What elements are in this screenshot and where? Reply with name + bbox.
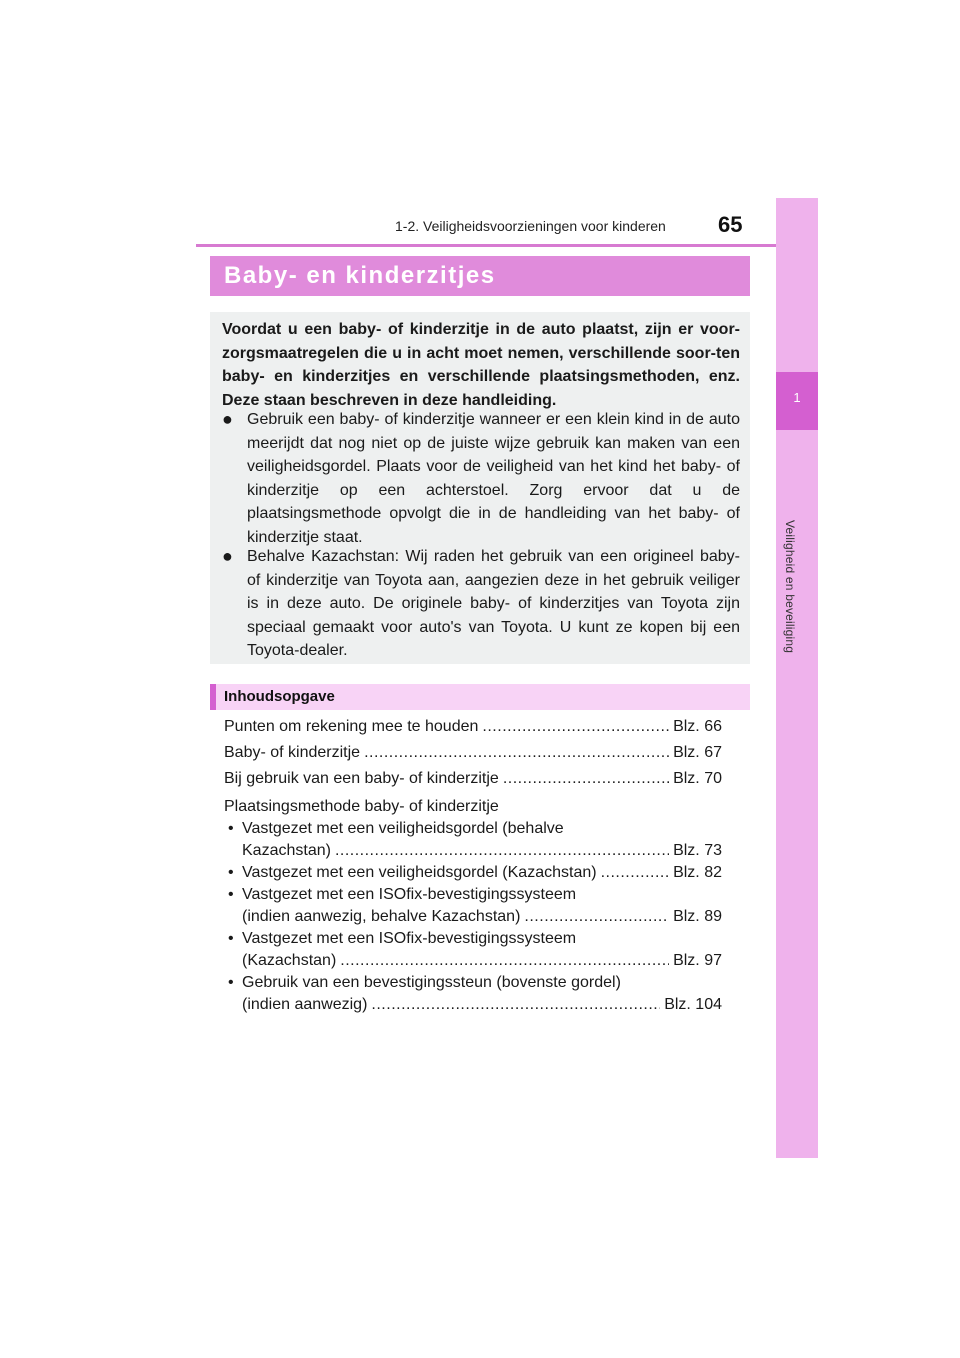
toc-entry-page: Blz. 89 — [673, 908, 722, 925]
toc-sub-entry-line: Gebruik van een bevestigingssteun (bovenste gordel) — [242, 974, 621, 991]
bullet-icon: ● — [222, 409, 233, 429]
toc-list — [224, 742, 722, 764]
toc-leader — [340, 950, 669, 972]
toc-leader — [601, 862, 670, 884]
toc-leader — [364, 742, 669, 764]
toc-sub-entry-line: (indien aanwezig) — [242, 996, 368, 1013]
section-title: Baby- en kinderzitjes — [224, 262, 496, 289]
toc-entry-page: Blz. 104 — [664, 996, 722, 1013]
toc-leader — [482, 716, 669, 738]
toc-leader — [371, 994, 660, 1016]
toc-sub-entry-line: (Kazachstan) — [242, 952, 337, 969]
toc-leader — [503, 768, 669, 790]
toc-entry-page: Blz. 73 — [673, 842, 722, 859]
toc-sub-entry[interactable] — [224, 818, 722, 862]
toc-sub-entry-line: Vastgezet met een ISOfix-bevestigingssysteem — [242, 930, 577, 947]
toc-leader — [524, 906, 669, 928]
chapter-number-tab: 1 — [776, 372, 818, 430]
toc-group-title: Plaatsingsmethode baby- of kinderzitje — [224, 798, 499, 815]
toc-group — [224, 796, 722, 1016]
toc-entry[interactable] — [224, 768, 722, 790]
toc-entry-text: Baby- of kinderzitje — [224, 744, 361, 761]
page-number: 65 — [718, 212, 743, 237]
toc-heading-bar — [210, 684, 750, 710]
intro-bullet-text: Behalve Kazachstan: Wij raden het gebruik van een origineel baby- of kinderzitje van Toyota aan, aangezien deze in het gebruik veiliger is in deze auto. De originele baby- of kinderzitjes van Toyota zijn speciaal gemaakt voor auto's van Toyota. U kunt ze kopen bij een Toyota-dealer. — [247, 548, 740, 659]
chapter-label-text: Veiligheid en beveiliging — [783, 520, 797, 654]
bullet-icon: • — [228, 820, 234, 837]
toc-sub-entry-line: Vastgezet met een veiligheidsgordel (Kazachstan) — [242, 864, 597, 881]
intro-lead-text: Voordat u een baby- of kinderzitje in de auto plaatst, zijn er voor-zorgsmaatregelen die u in acht moet nemen, verschillende soor-ten baby- en kinderzitjes en verschillende plaatsingsmethoden, enz. Deze staan beschreven in deze handleiding. — [222, 321, 740, 409]
bullet-icon: ● — [222, 546, 233, 566]
toc-entry-text: Punten om rekening mee te houden — [224, 718, 479, 735]
intro-bullet — [222, 408, 740, 549]
toc-heading: Inhoudsopgave — [224, 688, 335, 705]
toc-sub-entry[interactable] — [224, 862, 722, 884]
chapter-side-tab — [776, 198, 818, 1158]
toc-list — [224, 768, 722, 790]
toc-sub-entry[interactable] — [224, 884, 722, 928]
toc-sub-entry-line: Vastgezet met een ISOfix-bevestigingssysteem — [242, 886, 577, 903]
intro-bullet-text: Gebruik een baby- of kinderzitje wanneer er een klein kind in de auto meerijdt dat nog niet op de juiste wijze gebruik kan maken van een veiligheidsgordel. Plaats voor de veiligheid van het kind het baby- of kinderzitje op een achterstoel. Zorg ervoor dat u de plaatsingsmethode opvolgt die in de handleiding van het baby- of kinderzitje staat. — [247, 411, 740, 546]
toc-sub-entry-line: Kazachstan) — [242, 842, 331, 859]
toc-entry-page: Blz. 67 — [673, 744, 722, 761]
toc-entry-page: Blz. 66 — [673, 718, 722, 735]
toc-entry-page: Blz. 97 — [673, 952, 722, 969]
toc-list — [224, 716, 722, 738]
running-header: 1-2. Veiligheidsvoorzieningen voor kinderen — [395, 218, 666, 234]
section-title-bar — [210, 256, 750, 296]
bullet-icon: • — [228, 864, 234, 881]
header-divider — [196, 244, 818, 247]
intro-box — [210, 312, 750, 664]
toc-sub-entry[interactable] — [224, 972, 722, 1016]
intro-bullet — [222, 545, 740, 663]
toc-sub-entry-line: (indien aanwezig, behalve Kazachstan) — [242, 908, 521, 925]
toc-entry-page: Blz. 82 — [673, 864, 722, 881]
toc-sub-entry-line: Vastgezet met een veiligheidsgordel (behalve — [242, 820, 564, 837]
bullet-icon: • — [228, 930, 234, 947]
toc-entry[interactable] — [224, 742, 722, 764]
toc-heading-accent — [210, 684, 216, 710]
toc-leader — [335, 840, 669, 862]
bullet-icon: • — [228, 974, 234, 991]
toc-entry-text: Bij gebruik van een baby- of kinderzitje — [224, 770, 499, 787]
toc-sub-entry[interactable] — [224, 928, 722, 972]
bullet-icon: • — [228, 886, 234, 903]
toc-entry-page: Blz. 70 — [673, 770, 722, 787]
toc-entry[interactable] — [224, 716, 722, 738]
